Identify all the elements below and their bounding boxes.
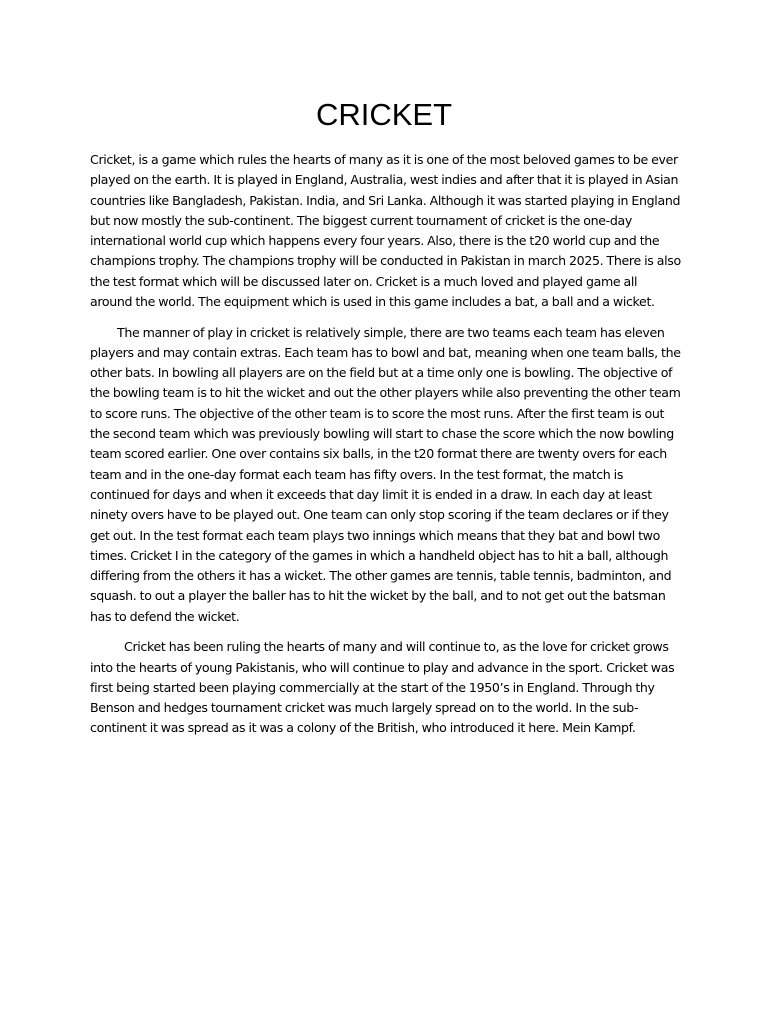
paragraph-history: Cricket has been ruling the hearts of many and will continue to, as the love for cricket grows into the hearts of young Pakistanis, who will continue to play and advance in the sport. Cricket was first being started been playing commercially at the start of the 1950’s in England. Through thy Benson and hedges tournament cricket was much largely spread on to the world. In the sub-continent it was spread as it was a colony of the British, who introduced it here. Mein Kampf. bbox=[90, 639, 675, 736]
document-title: CRICKET bbox=[315, 97, 453, 132]
paragraph-manner-of-play: The manner of play in cricket is relatively simple, there are two teams each team has eleven players and may contain extras. Each team has to bowl and bat, meaning when one team balls, the other bats. In bowling all players are on the field but at a time only one is bowling. The objective of the bowling team is to hit the wicket and out the other players while also preventing the other team to score runs. The objective of the other team is to score the most runs. After the first team is out the second team which was previously bowling will start to chase the score which the now bowling team scored earlier. One over contains six balls, in the t20 format there are twenty overs for each team and in the one-day format each team has fifty overs. In the test format, the match is continued for days and when it exceeds that day limit it is ended in a draw. In each day at least ninety overs have to be played out. One team can only stop scoring if the team declares or if they get out. In the test format each team plays two innings which means that they bat and bowl two times. Cricket I in the category of the games in which a handheld object has to hit a ball, although differing from the others it has a wicket. The other games are tennis, table tennis, badminton, and squash. to out a player the baller has to hit the wicket by the ball, and to not get out the batsman has to defend the wicket. bbox=[90, 324, 681, 624]
document-body bbox=[90, 150, 682, 749]
paragraph-intro: Cricket, is a game which rules the hearts of many as it is one of the most beloved games to be ever played on the earth. It is played in England, Australia, west indies and after that it is played in Asian countries like Bangladesh, Pakistan. India, and Sri Lanka. Although it was started playing in England but now mostly the sub-continent. The biggest current tournament of cricket is the one-day international world cup which happens every four years. Also, there is the t20 world cup and the champions trophy. The champions trophy will be conducted in Pakistan in march 2025. There is also the test format which will be discussed later on. Cricket is a much loved and played game all around the world. The equipment which is used in this game includes a bat, a ball and a wicket. bbox=[90, 152, 681, 310]
